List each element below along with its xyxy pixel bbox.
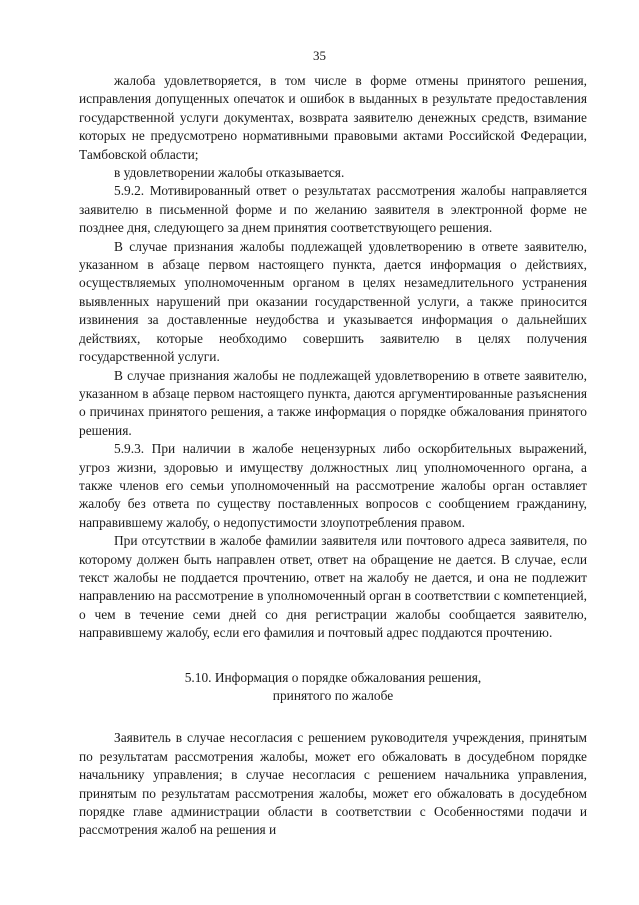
paragraph-6: 5.9.3. При наличии в жалобе нецензурных либо оскорбительных выражений, угроз жизни, здоровью и имуществу должностных лиц уполномоченного органа, а также членов его семьи уполномоченный на рассмотрение жалобы орган оставляет жалобу без ответа по существу поставленных вопросов с сообщением гражданину, направившему жалобу, о недопустимости злоупотребления правом. (79, 441, 587, 530)
paragraph-1: жалоба удовлетворяется, в том числе в форме отмены принятого решения, исправления допущенных опечаток и ошибок в выданных в результате предоставления государственной услуги документах, возврата заявителю денежных средств, взимание которых не предусмотрено нормативными правовыми актами Российской Федерации, Тамбовской области; (79, 73, 587, 162)
paragraph-3: 5.9.2. Мотивированный ответ о результатах рассмотрения жалобы направляется заявителю в письменной форме и по желанию заявителя в электронной форме не позднее дня, следующего за днем принятия соответствующего решения. (79, 183, 587, 236)
paragraph-2: в удовлетворении жалобы отказывается. (114, 165, 345, 181)
paragraph-5: В случае признания жалобы не подлежащей удовлетворению в ответе заявителю, указанном в абзаце первом настоящего пункта, даются аргументированные разъяснения о причинах принятого решения, а также информация о порядке обжалования принятого решения. (79, 367, 587, 438)
document-body (79, 72, 587, 840)
final-paragraph: Заявитель в случае несогласия с решением руководителя учреждения, принятым по результатам рассмотрения жалобы, может его обжаловать в досудебном порядке начальнику управления; в случае несогласия с решением начальника управления, принятым по результатам рассмотрения жалобы, может его обжаловать в досудебном порядке главе администрации области в соответствии с Особенностями подачи и рассмотрения жалоб на решения и (79, 730, 587, 838)
page-number: 35 (313, 48, 326, 63)
paragraph-7: При отсутствии в жалобе фамилии заявителя или почтового адреса заявителя, по которому должен быть направлен ответ, ответ на обращение не дается. В случае, если текст жалобы не поддается прочтению, ответ на жалобу не дается, и она не подлежит направлению на рассмотрение в уполномоченный орган в соответствии с компетенцией, о чем в течение семи дней со дня регистрации жалобы сообщается заявителю, направившему жалобу, если его фамилия и почтовый адрес поддаются прочтению. (79, 533, 587, 641)
section-title (79, 669, 587, 706)
section-title-line-1: 5.10. Информация о порядке обжалования решения, (184, 669, 482, 685)
paragraph-4: В случае признания жалобы подлежащей удовлетворению в ответе заявителю, указанном в абзаце первом настоящего пункта, дается информация о действиях, осуществляемых уполномоченным органом в целях незамедлительного устранения выявленных нарушений при оказании государственной услуги, а также приносится извинения за доставленные неудобства и указывается информация о дальнейших действиях, которые необходимо совершить заявителю в целях получения государственной услуги. (79, 238, 587, 365)
section-title-line-2: принятого по жалобе (272, 688, 394, 703)
